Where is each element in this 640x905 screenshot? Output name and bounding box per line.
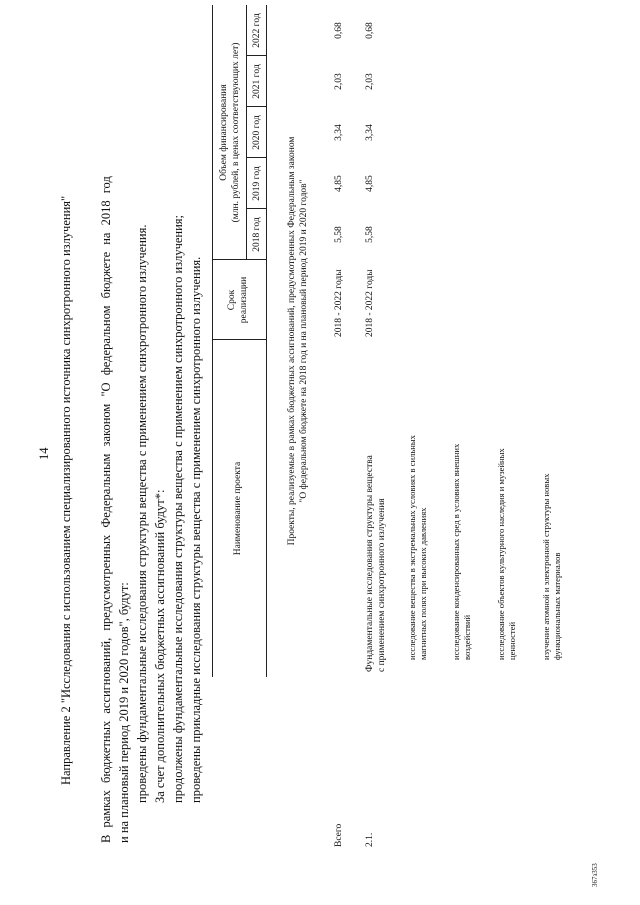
year-header: 2020 год [252, 115, 262, 150]
sub-item-line-2: функциональных материалов [552, 552, 562, 660]
section-heading: Направление 2 "Исследования с использованием специализированного источника синхротронного излучения" [59, 195, 73, 785]
page-number: 14 [37, 447, 51, 460]
row-value: 5,58 [365, 226, 375, 243]
row-term: 2018 - 2022 годы [365, 269, 375, 337]
column-header-project-name: Наименование проекта [233, 461, 243, 556]
sub-item-line-2: магнитных полях при высоких давлениях [418, 507, 428, 660]
row-value: 0,68 [334, 22, 344, 39]
intro-line-3: проведены фундаментальные исследования структуры вещества с применением синхротронного излучения. [135, 224, 149, 803]
year-header: 2019 год [252, 166, 262, 201]
sub-item-line-1: исследование объектов культурного наследия и музейных [496, 448, 506, 660]
column-header-funding-line-2: (млн. рублей, в ценах соответствующих лет) [231, 42, 241, 223]
row-number: 2.1. [365, 832, 375, 847]
year-header: 2021 год [252, 64, 262, 99]
intro-line-1: В рамках бюджетных ассигнований, предусмотренных Федеральным законом "О федеральном бюджете на 2018 год [99, 176, 113, 843]
row-value: 2,03 [365, 73, 375, 90]
row-value: 0,68 [365, 22, 375, 39]
intro-line-6: проведены прикладные исследования структуры вещества с применением синхротронного излучения. [189, 256, 203, 803]
intro-line-2: и на плановый период 2019 и 2020 годов", будут: [117, 582, 131, 843]
row-value: 2,03 [334, 73, 344, 90]
footer-document-code: 367з353 [591, 863, 599, 887]
intro-line-4: За счет дополнительных бюджетных ассигнований будут*: [153, 489, 167, 803]
row-project-name-line-2: с применением синхротронного излучения [377, 498, 387, 672]
row-term: 2018 - 2022 годы [334, 269, 344, 337]
year-header: 2022 год [252, 13, 262, 48]
year-header: 2018 год [252, 217, 262, 252]
row-value: 3,34 [334, 124, 344, 141]
row-value: 3,34 [365, 124, 375, 141]
row-value: 5,58 [334, 226, 344, 243]
section-title-line-1: Проекты, реализуемые в рамках бюджетных ассигнований, предусмотренных Федеральным законом [287, 136, 297, 546]
sub-item-line-1: изучение атомной и электронной структуры новых [541, 473, 551, 660]
sub-item-line-1: исследование вещества в экстремальных условиях в сильных [407, 435, 417, 660]
sub-item-line-2: ценностей [507, 621, 517, 660]
sub-item-line-2: воздействий [462, 614, 472, 660]
column-header-term-line-1: Срок [227, 289, 237, 311]
column-header-funding-line-1: Объем финансирования [219, 84, 229, 181]
column-header-term-line-2: реализации [239, 276, 249, 324]
row-project-name-line-1: Фундаментальные исследования структуры вещества [365, 455, 375, 672]
row-value: 4,85 [334, 175, 344, 192]
row-label: Всего [334, 823, 344, 847]
sub-item-line-1: исследование конденсированных сред в условиях внешних [451, 443, 461, 660]
section-title-line-2: "О федеральном бюджете на 2018 год и на плановый период 2019 и 2020 годов" [299, 179, 309, 503]
intro-line-5: продолжены фундаментальные исследования структуры вещества с применением синхротронного излучения; [171, 214, 185, 803]
row-value: 4,85 [365, 175, 375, 192]
